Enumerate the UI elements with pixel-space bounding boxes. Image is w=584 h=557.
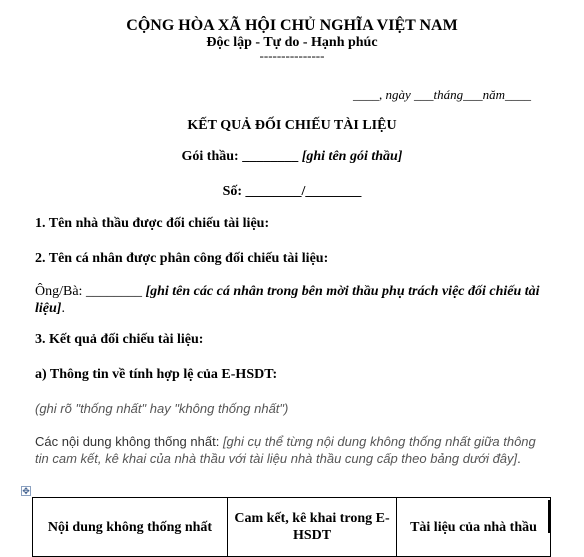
comparison-table xyxy=(32,497,551,557)
table-header-cell[interactable]: Cam kết, kê khai trong E-HSDT xyxy=(228,498,397,557)
person-end: . xyxy=(61,301,65,316)
package-hint: [ghi tên gói thầu] xyxy=(301,149,403,164)
inconsistency-end: . xyxy=(517,451,521,466)
table-header-cell[interactable]: Nội dung không thống nhất xyxy=(33,498,228,557)
place-blank: ____ xyxy=(352,87,379,102)
package-line xyxy=(0,149,584,165)
consistency-note: (ghi rõ "thống nhất" hay "không thống nhất") xyxy=(35,401,289,416)
package-label: Gói thầu: ________ xyxy=(181,149,302,164)
day-label: , ngày xyxy=(378,87,414,102)
person-label: Ông/Bà: ________ xyxy=(35,284,146,299)
month-label: tháng xyxy=(433,87,464,102)
section-1-heading: 1. Tên nhà thầu được đối chiếu tài liệu: xyxy=(35,216,270,231)
section-2-heading: 2. Tên cá nhân được phân công đối chiếu tài liệu: xyxy=(35,251,329,266)
day-blank: ___ xyxy=(413,87,434,102)
nation-heading: CỘNG HÒA XÃ HỘI CHỦ NGHĨA VIỆT NAM xyxy=(126,17,458,34)
year-label: năm xyxy=(482,87,505,102)
year-blank: ____ xyxy=(505,87,531,102)
table-header-cell[interactable]: Tài liệu của nhà thầu xyxy=(397,498,551,557)
number-line: Số: ________/________ xyxy=(222,184,362,199)
person-line xyxy=(35,283,550,317)
inconsistency-label: Các nội dung không thống nhất: xyxy=(35,434,223,449)
section-3-heading: 3. Kết quả đối chiếu tài liệu: xyxy=(35,332,204,347)
dateline xyxy=(353,87,531,103)
month-blank: ___ xyxy=(463,87,483,102)
motto-heading: Độc lập - Tự do - Hạnh phúc xyxy=(206,35,378,50)
section-3a-heading: a) Thông tin về tính hợp lệ của E-HSDT: xyxy=(35,367,278,382)
inconsistency-paragraph xyxy=(35,433,545,467)
document-title: KẾT QUẢ ĐỐI CHIẾU TÀI LIỆU xyxy=(187,118,397,133)
inconsistency-hint: [ghi cụ thể từng nội dung không thống nhất giữa thông tin cam kết, kê khai của nhà thầu với tài liệu nhà thầu cung cấp theo bảng dưới đây] xyxy=(35,434,536,466)
person-hint: [ghi tên các cá nhân trong bên mời thầu phụ trách việc đối chiếu tài liệu] xyxy=(35,284,540,316)
page-edge-line xyxy=(548,500,550,533)
table-move-handle-icon[interactable]: ✥ xyxy=(22,486,30,496)
table-header-row xyxy=(33,498,551,557)
heading-separator: --------------- xyxy=(259,48,325,63)
